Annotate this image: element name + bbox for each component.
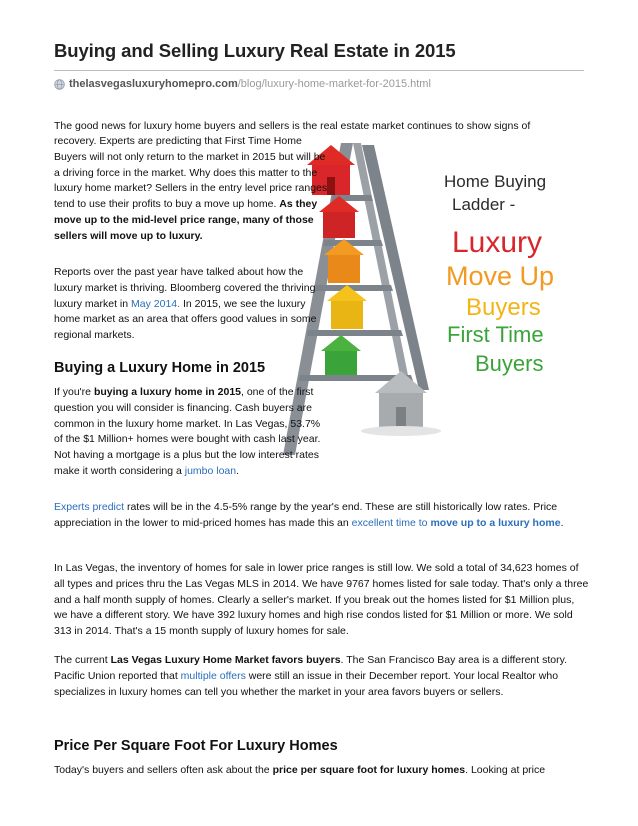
move-up-luxury-link[interactable]: move up to a luxury home xyxy=(430,516,561,529)
p7-text-1: Today's buyers and sellers often ask about the xyxy=(54,764,273,776)
figure-line-7: Buyers xyxy=(475,351,544,376)
p6-text-2: . The San Francisco Bay area is a different story. Pacific Union reported that xyxy=(54,654,567,682)
excellent-time-link[interactable]: excellent time to xyxy=(351,516,431,529)
figure-line-2: Ladder - xyxy=(452,195,516,214)
globe-icon xyxy=(54,79,65,90)
p3-bold: buying a luxury home in 2015 xyxy=(93,386,241,398)
p2-text-2: In 2015, we see the luxury home market as an area that offers good values in some regional markets. xyxy=(54,297,317,342)
paragraph-reports xyxy=(54,265,326,344)
green-house-icon xyxy=(321,335,361,375)
paragraph-market xyxy=(54,653,584,700)
article xyxy=(54,40,589,776)
heading-buying: Buying a Luxury Home in 2015 xyxy=(54,360,266,376)
experts-predict-link[interactable]: Experts predict xyxy=(54,501,125,513)
p3-text-1: If you're xyxy=(54,386,94,398)
source-line xyxy=(54,77,584,91)
multiple-offers-link[interactable]: multiple offers xyxy=(180,669,246,682)
intro-paragraph xyxy=(54,134,334,245)
intro-first-line: The good news for luxury home buyers and sellers is the real estate market continues to show signs of xyxy=(54,120,531,132)
paragraph-rates xyxy=(54,500,584,532)
title-divider xyxy=(54,70,584,71)
figure-line-1: Home Buying xyxy=(444,172,547,191)
p4-text-2: . xyxy=(560,516,564,529)
p4-text-1: rates will be in the 4.5-5% range by the year's end. These are still historically low rates. Price appreciation in the lower to mid-priced homes has made this an xyxy=(54,501,558,529)
paragraph-price xyxy=(54,763,594,779)
p6-text-3: were still an issue in their December report. Your local Realtor who specializes in luxury homes can tell you whether the market in your area favors buyers or sellers. xyxy=(54,669,559,698)
p7-text-2: . Looking at price xyxy=(465,764,546,776)
paragraph-inventory: In Las Vegas, the inventory of homes for sale in lower price ranges is still low. We sold a total of 34,623 homes of all types and prices thru the Las Vegas MLS in 2014. We have 9767 homes listed for sale today. That's only a three and a half month supply of homes. Clearly a seller's market. If you break out the homes listed for $1 Million plus, we have a different story. We have 392 luxury homes and high rise condos listed for $1 Million or more. We sold 313 in 2014. That's a 15 month supply of luxury homes for sale. xyxy=(54,562,589,638)
figure-line-3: Luxury xyxy=(452,226,543,259)
figure-line-5: Buyers xyxy=(466,294,541,321)
p2-text-1: Reports over the past year have talked about how the luxury market is thriving. Bloomberg covered the thriving luxury market in xyxy=(54,266,316,310)
p3-text-2: , one of the first question you will consider is financing. Cash buyers are common in the luxury home market. In Las Vegas, 53.7% of the $1 Million+ homes were bought with cash last year. Not having a mortgage is a plus but the low interest rates make it worth considering a xyxy=(54,386,321,477)
figure-line-6: First Time xyxy=(447,322,544,347)
page-title: Buying and Selling Luxury Real Estate in 2015 xyxy=(54,40,456,61)
jumbo-loan-link[interactable]: jumbo loan xyxy=(184,464,237,477)
p6-bold: Las Vegas Luxury Home Market favors buyers xyxy=(110,654,341,666)
figure-line-4: Move Up xyxy=(446,261,555,291)
p6-text-1: The current xyxy=(54,654,111,666)
heading-price: Price Per Square Foot For Luxury Homes xyxy=(54,738,338,754)
p7-bold: price per square foot for luxury homes xyxy=(272,764,466,776)
may-2014-link[interactable]: May 2014. xyxy=(131,297,181,310)
yellow-house-icon xyxy=(327,285,367,329)
source-domain[interactable]: thelasvegasluxuryhomepro.com xyxy=(69,78,238,90)
intro-text: recovery. Experts are predicting that First Time Home Buyers will not only return to the market in 2015 but will be a driving force in the market. Why does this matter to the luxury home market? Sellers in the entry level price ranges tend to use their profits to buy a move up home. xyxy=(54,135,328,211)
intro-bold: As they move up to the mid-level price range, many of those sellers will move up to luxury. xyxy=(54,198,318,242)
p3-text-3: . xyxy=(236,464,240,477)
paragraph-financing xyxy=(54,385,326,480)
source-path[interactable]: /blog/luxury-home-market-for-2015.html xyxy=(237,78,431,90)
